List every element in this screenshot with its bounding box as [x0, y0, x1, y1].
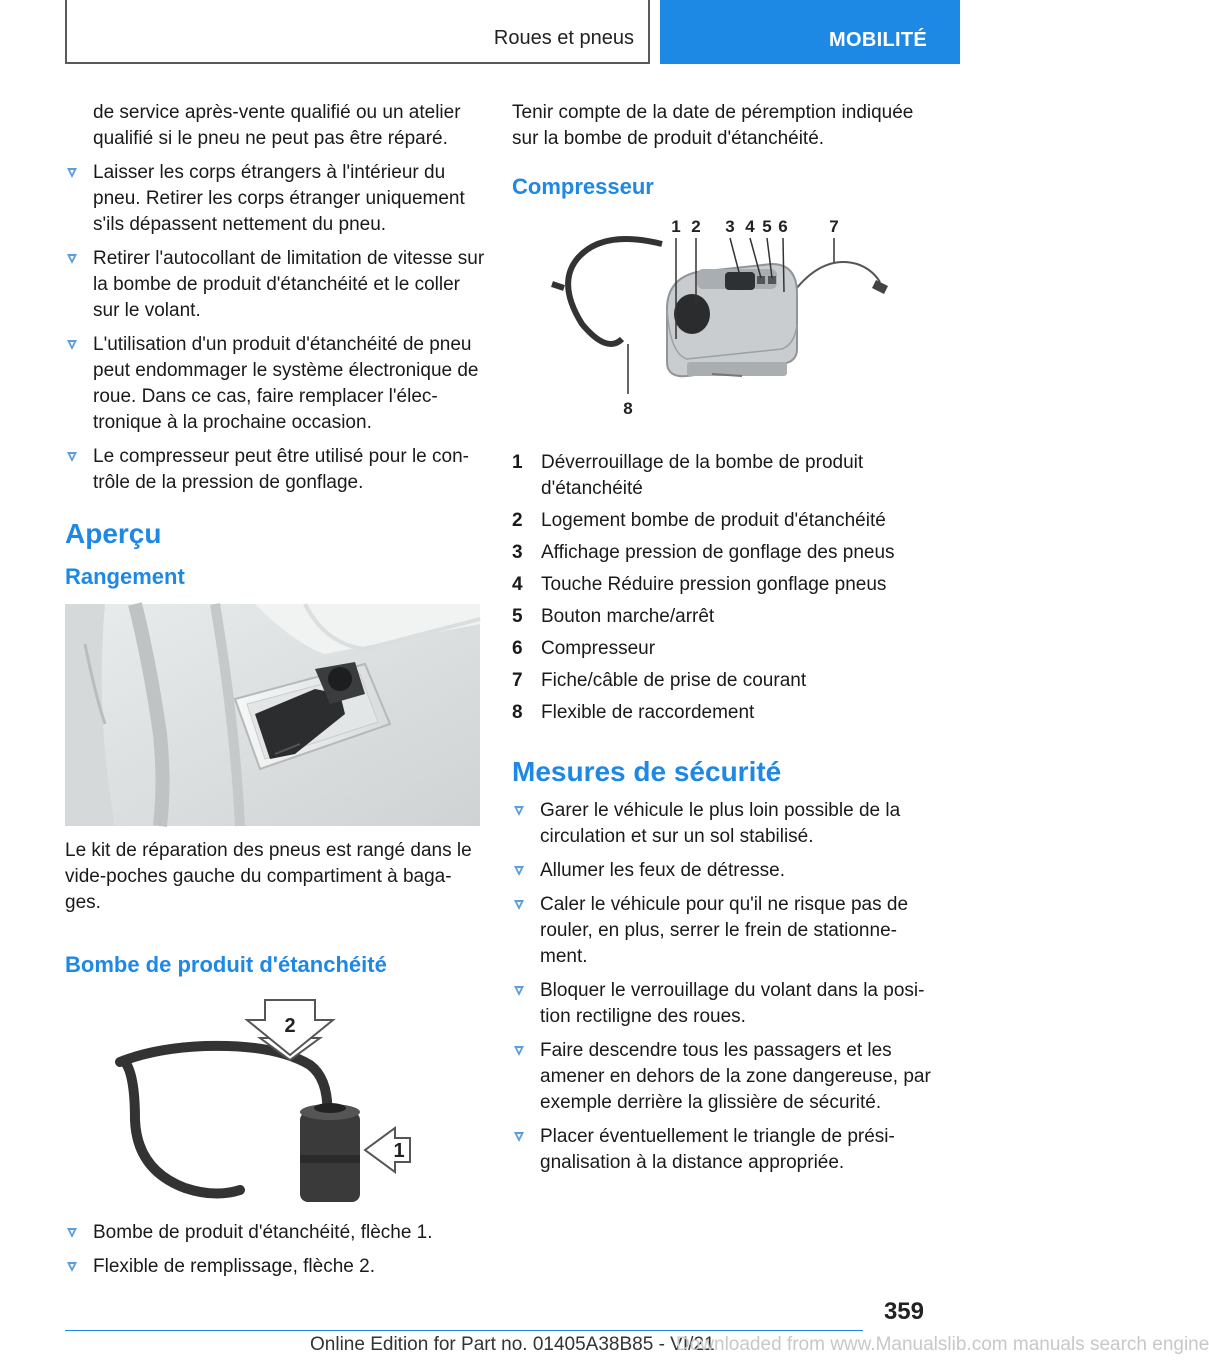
- left-column: [65, 100, 485, 1288]
- header-chapter-label: MOBILITÉ: [829, 29, 927, 51]
- header-section-title: Roues et pneus: [493, 27, 634, 49]
- heading-rangement: Rangement: [65, 564, 185, 589]
- intro-text: Tenir compte de la date de péremption indiquée sur la bombe de produit d'étanchéité.: [512, 102, 914, 149]
- page-number: 359: [883, 1298, 924, 1325]
- rangement-text: Le kit de réparation des pneus est rangé dans le vide-poches gauche du compartiment à baga‐ges.: [65, 840, 472, 913]
- triangle-bullet-icon: [514, 866, 524, 876]
- arrow-label-2: 2: [284, 1015, 296, 1037]
- list-item: Placer éventuellement le triangle de prési‐gnalisation à la distance appropriée.: [512, 1124, 932, 1176]
- triangle-bullet-icon: [514, 806, 524, 816]
- list-item: Caler le véhicule pour qu'il ne risque pas de rouler, en plus, serrer le frein de stationne‐ment.: [512, 892, 932, 970]
- right-column: [512, 100, 932, 1184]
- figure-label-3: 3: [725, 217, 735, 236]
- list-item: Bombe de produit d'étanchéité, flèche 1.: [65, 1220, 485, 1246]
- triangle-bullet-icon: [67, 340, 77, 350]
- header-chapter-tab[interactable]: [660, 0, 960, 64]
- list-item: L'utilisation d'un produit d'étanchéité de pneu peut endommager le système électronique de roue. Dans ce cas, faire remplacer l'élec‐tronique à la prochaine occasion.: [65, 332, 485, 436]
- heading-securite: Mesures de sécurité: [512, 756, 782, 787]
- footer-edition: Online Edition for Part no. 01405A38B85 - VI/21: [310, 1334, 715, 1355]
- triangle-bullet-icon: [514, 1046, 524, 1056]
- triangle-bullet-icon: [67, 452, 77, 462]
- list-item: Bloquer le verrouillage du volant dans la posi‐tion rectiligne des roues.: [512, 978, 932, 1030]
- triangle-bullet-icon: [67, 1228, 77, 1238]
- list-item: 4 Touche Réduire pression gonflage pneus: [512, 574, 887, 595]
- left-bullet-list: [65, 160, 485, 496]
- triangle-bullet-icon: [67, 254, 77, 264]
- triangle-bullet-icon: [514, 900, 524, 910]
- header-section-box: [65, 0, 650, 64]
- list-item: 3 Affichage pression de gonflage des pneus: [512, 542, 895, 563]
- list-item: 6 Compresseur: [512, 638, 656, 659]
- compressor-illustration: [512, 214, 927, 434]
- triangle-bullet-icon: [514, 986, 524, 996]
- securite-bullet-list: [512, 798, 932, 1176]
- heading-apercu: Aperçu: [65, 518, 162, 549]
- triangle-bullet-icon: [514, 1132, 524, 1142]
- footer-divider: [65, 1330, 863, 1331]
- list-item: 1 Déverrouillage de la bombe de produit d'étanchéité: [512, 452, 864, 499]
- bombe-bullet-list: [65, 1220, 485, 1280]
- heading-compresseur: Compresseur: [512, 174, 654, 199]
- figure-label-1: 1: [671, 217, 681, 236]
- list-item: 2 Logement bombe de produit d'étanchéité: [512, 510, 886, 531]
- continuation-text: de service après-vente qualifié ou un atelier qualifié si le pneu ne peut pas être réparé.: [93, 102, 461, 149]
- figure-label-6: 6: [778, 217, 788, 236]
- list-item: 5 Bouton marche/arrêt: [512, 606, 715, 627]
- list-item: Allumer les feux de détresse.: [512, 858, 932, 884]
- storage-compartment-image: [65, 604, 480, 826]
- footer-watermark[interactable]: Downloaded from www.Manualslib.com manuals search engine: [676, 1334, 1209, 1355]
- figure-label-2: 2: [691, 217, 701, 236]
- list-item: Laisser les corps étrangers à l'intérieur du pneu. Retirer les corps étranger uniquement s'ils dépassent nettement du pneu.: [65, 160, 485, 238]
- figure-label-7: 7: [829, 217, 839, 236]
- figure-label-8: 8: [623, 399, 633, 418]
- list-item: 8 Flexible de raccordement: [512, 702, 755, 723]
- list-item: 7 Fiche/câble de prise de courant: [512, 670, 807, 691]
- triangle-bullet-icon: [67, 168, 77, 178]
- figure-label-4: 4: [745, 217, 755, 236]
- figure-label-5: 5: [762, 217, 772, 236]
- list-item: Flexible de remplissage, flèche 2.: [65, 1254, 485, 1280]
- arrow-label-1: 1: [393, 1140, 405, 1162]
- triangle-bullet-icon: [67, 1262, 77, 1272]
- parts-list: [512, 450, 932, 726]
- sealant-bottle-illustration: [65, 1000, 480, 1210]
- heading-bombe: Bombe de produit d'étanchéité: [65, 952, 387, 977]
- list-item: Le compresseur peut être utilisé pour le con‐trôle de la pression de gonflage.: [65, 444, 485, 496]
- list-item: Garer le véhicule le plus loin possible de la circulation et sur un sol stabilisé.: [512, 798, 932, 850]
- list-item: Faire descendre tous les passagers et les amener en dehors de la zone dangereuse, par exemple derrière la glissière de sécurité.: [512, 1038, 932, 1116]
- list-item: Retirer l'autocollant de limitation de vitesse sur la bombe de produit d'étanchéité et le coller sur le volant.: [65, 246, 485, 324]
